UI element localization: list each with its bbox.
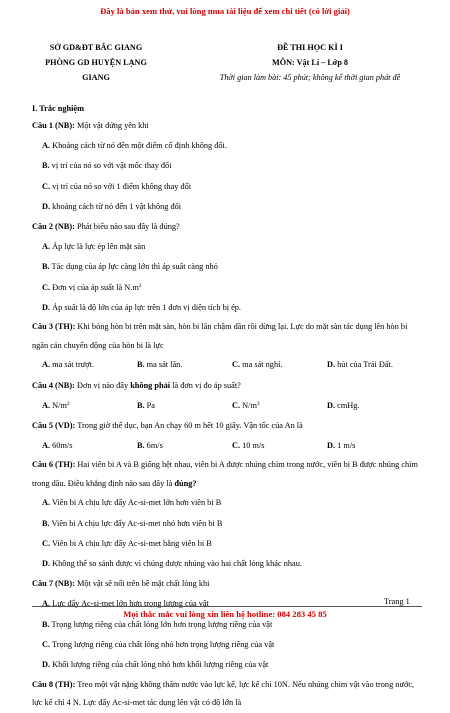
option-letter: A. <box>42 141 51 150</box>
option-text: ma sát trượt. <box>50 360 94 370</box>
option-text: Viên bi A chịu lực đẩy Ac-si-met bằng viên bi B <box>50 538 212 548</box>
option-letter: A. <box>42 498 51 508</box>
question-6 <box>32 456 422 493</box>
question-label: Câu 5 (VD): <box>32 420 76 430</box>
option-letter: B. <box>137 400 145 410</box>
option-letter: A. <box>42 599 51 609</box>
options-row-5 <box>32 436 422 456</box>
option-letter: B. <box>137 360 145 370</box>
option-6d <box>32 554 422 574</box>
question-label: Câu 2 (NB): <box>32 222 75 232</box>
option-letter: C. <box>232 400 241 410</box>
option-letter: B. <box>42 262 50 272</box>
option-letter: C. <box>232 360 241 370</box>
option-letter: B. <box>42 518 50 528</box>
option-2a <box>32 237 422 257</box>
question-text: Một vật đứng yên khi <box>74 121 149 130</box>
preview-banner: Đây là bản xem thử, vui lòng mua tài liệu để xem chi tiết (có lời giải) <box>100 6 350 16</box>
option-letter: B. <box>42 161 50 171</box>
question-label: Câu 7 (NB): <box>32 579 75 589</box>
option-letter: A. <box>42 360 51 370</box>
option-letter: D. <box>327 360 336 370</box>
option-letter: A. <box>42 242 51 252</box>
option-4c <box>232 396 327 416</box>
option-7d <box>32 655 422 675</box>
option-text: ma sát lăn. <box>144 360 183 370</box>
footer-divider <box>32 606 422 607</box>
option-7c <box>32 635 422 655</box>
question-text: Hai viên bi A và B giống hệt nhau, viên bi A được nhúng chìm trong nước, viên bi B được nhúng chìm trong dầu. Điều khẳng định nào sau đây là <box>32 460 418 488</box>
question-7 <box>32 574 422 594</box>
question-5 <box>32 416 422 436</box>
option-text: Viên bi A chịu lực đẩy Ac-si-met lớn hơn viên bi B <box>50 498 222 508</box>
option-1d <box>32 197 422 217</box>
option-text: 1 m/s <box>335 440 356 450</box>
option-text: vị trí của nó so với 1 điểm không thay đổi <box>50 181 192 191</box>
option-3c <box>232 355 327 375</box>
question-label: Câu 1 (NB): <box>32 121 75 130</box>
question-text: Khi bóng hòn bi trên mặt sàn, hòn bi lăn chậm dần rồi dừng lại. Lực do mặt sàn tác dụng lên hòn bi ngăn cản chuyển động của hòn bi là lực <box>32 322 408 350</box>
exam-title: ĐỀ THI HỌC KÌ I <box>277 43 343 52</box>
option-letter: C. <box>42 282 51 292</box>
question-text: Đơn vị nào đây <box>74 380 131 390</box>
option-text: khoảng cách từ nó đến 1 vật không đổi <box>50 201 182 211</box>
header-left <box>22 40 170 85</box>
option-3b <box>137 355 232 375</box>
superscript: 2 <box>66 400 70 407</box>
option-letter: D. <box>42 303 51 313</box>
question-label: Câu 3 (TH): <box>32 322 76 332</box>
option-3a <box>42 355 137 375</box>
option-text: Đơn vị của áp suất là N.m <box>50 282 139 292</box>
option-1b <box>32 156 422 176</box>
question-text: Trong giờ thể dục, bạn An chạy 60 m hết 10 giây. Vận tốc của An là <box>75 420 303 430</box>
option-letter: B. <box>42 619 50 629</box>
option-5a <box>42 436 137 456</box>
option-text: Áp suất là độ lớn của áp lực trên 1 đơn vị diện tích bị ép. <box>50 303 241 313</box>
option-letter: A. <box>42 440 51 450</box>
option-text: Pa <box>144 400 155 410</box>
option-3d <box>327 355 422 375</box>
option-4d <box>327 396 422 416</box>
page-number: Trang 1 <box>384 597 410 606</box>
question-text: Treo một vật nặng không thấm nước vào lực kế, lực kế chỉ 10N. Nếu nhúng chìm vật vào trong nước, lực kế chỉ 4 N. Lực đẩy Ac-si-met tác dụng lên vật có độ lớn là <box>32 679 415 708</box>
options-row-4 <box>32 396 422 416</box>
question-2 <box>32 217 422 237</box>
option-2d <box>32 298 422 318</box>
question-1 <box>32 116 422 136</box>
option-text: Trọng lượng riêng của chất lỏng nhỏ hơn trọng lượng riêng của vật <box>50 640 275 650</box>
option-text: ma sát nghỉ. <box>240 360 283 370</box>
office-name-cont: GIANG <box>82 73 110 82</box>
option-4a <box>42 396 137 416</box>
option-5c <box>232 436 327 456</box>
office-name: PHÒNG GD HUYỆN LẠNG <box>45 58 147 67</box>
option-text: Tác dụng của áp lực càng lớn thì áp suất càng nhỏ <box>49 262 218 272</box>
option-text: Không thể so sánh được vì chúng được nhúng vào hai chất lỏng khác nhau. <box>50 559 302 569</box>
option-letter: D. <box>42 660 51 670</box>
header-right <box>186 40 434 85</box>
option-letter: C. <box>232 440 241 450</box>
option-text: Áp lực là lực ép lên mặt sàn <box>50 242 146 252</box>
department-name: SỞ GD&ĐT BẮC GIANG <box>49 43 143 52</box>
option-letter: A. <box>42 400 51 410</box>
question-3 <box>32 318 422 355</box>
option-letter: C. <box>42 181 51 191</box>
question-label: Câu 4 (NB): <box>32 380 75 390</box>
section-title: I. Trắc nghiệm <box>32 104 85 113</box>
option-4b <box>137 396 232 416</box>
question-8 <box>32 676 422 713</box>
option-text: Khoảng cách từ nó đến một điểm cố định không đổi. <box>50 141 227 150</box>
option-text: 60m/s <box>50 440 73 450</box>
option-letter: D. <box>42 559 51 569</box>
options-row-3 <box>32 355 422 375</box>
option-text: vị trí của nó so với vật mốc thay đổi <box>49 161 172 171</box>
option-5b <box>137 436 232 456</box>
option-text: N/m <box>240 400 257 410</box>
option-text: Viên bi A chịu lực đẩy Ac-si-met nhỏ hơn viên bi B <box>49 518 223 528</box>
option-letter: D. <box>327 440 336 450</box>
subject-line: MÔN: Vật Lí – Lớp 8 <box>271 58 349 67</box>
option-letter: D. <box>327 400 336 410</box>
option-letter: C. <box>42 538 51 548</box>
question-label: Câu 8 (TH): <box>32 679 76 689</box>
option-5d <box>327 436 422 456</box>
superscript: 2 <box>138 282 142 289</box>
option-letter: B. <box>137 440 145 450</box>
option-text: Trọng lượng riêng của chất lỏng lớn hơn trọng lượng riêng của vật <box>49 619 273 629</box>
option-6a <box>32 493 422 513</box>
option-2c <box>32 278 422 298</box>
option-text: N/m <box>50 400 67 410</box>
option-1a <box>32 136 422 156</box>
option-6b <box>32 514 422 534</box>
question-text-end: là đơn vị đo áp suất? <box>170 380 241 390</box>
option-letter: D. <box>42 201 51 211</box>
question-4 <box>32 376 422 396</box>
option-6c <box>32 534 422 554</box>
option-text: 6m/s <box>144 440 163 450</box>
question-emphasis: không phải <box>130 380 171 390</box>
superscript: 3 <box>256 400 260 407</box>
question-text: Phát biểu nào sau đây là đúng? <box>74 222 180 232</box>
option-text: cmHg. <box>335 400 360 410</box>
option-text: Khối lượng riêng của chất lỏng nhỏ hơn khối lượng riêng của vật <box>50 660 269 670</box>
exam-content <box>32 101 422 713</box>
option-1c <box>32 177 422 197</box>
option-text: hút của Trái Đất. <box>335 360 393 370</box>
question-emphasis: đúng? <box>174 478 197 488</box>
option-2b <box>32 257 422 277</box>
time-note: Thời gian làm bài: 45 phút; không kể thời gian phát đề <box>219 73 401 82</box>
option-text: 10 m/s <box>240 440 265 450</box>
option-letter: C. <box>42 640 51 650</box>
question-text: Một vật sẽ nổi trên bề mặt chất lỏng khi <box>74 579 210 589</box>
option-text: Lực đẩy Ac-si-met lớn hơn trọng lượng của vật <box>50 599 209 609</box>
question-label: Câu 6 (TH): <box>32 460 76 470</box>
hotline-notice: Mọi thắc mắc vui lòng xin liên hệ hotline: 084 283 45 85 <box>123 609 327 619</box>
